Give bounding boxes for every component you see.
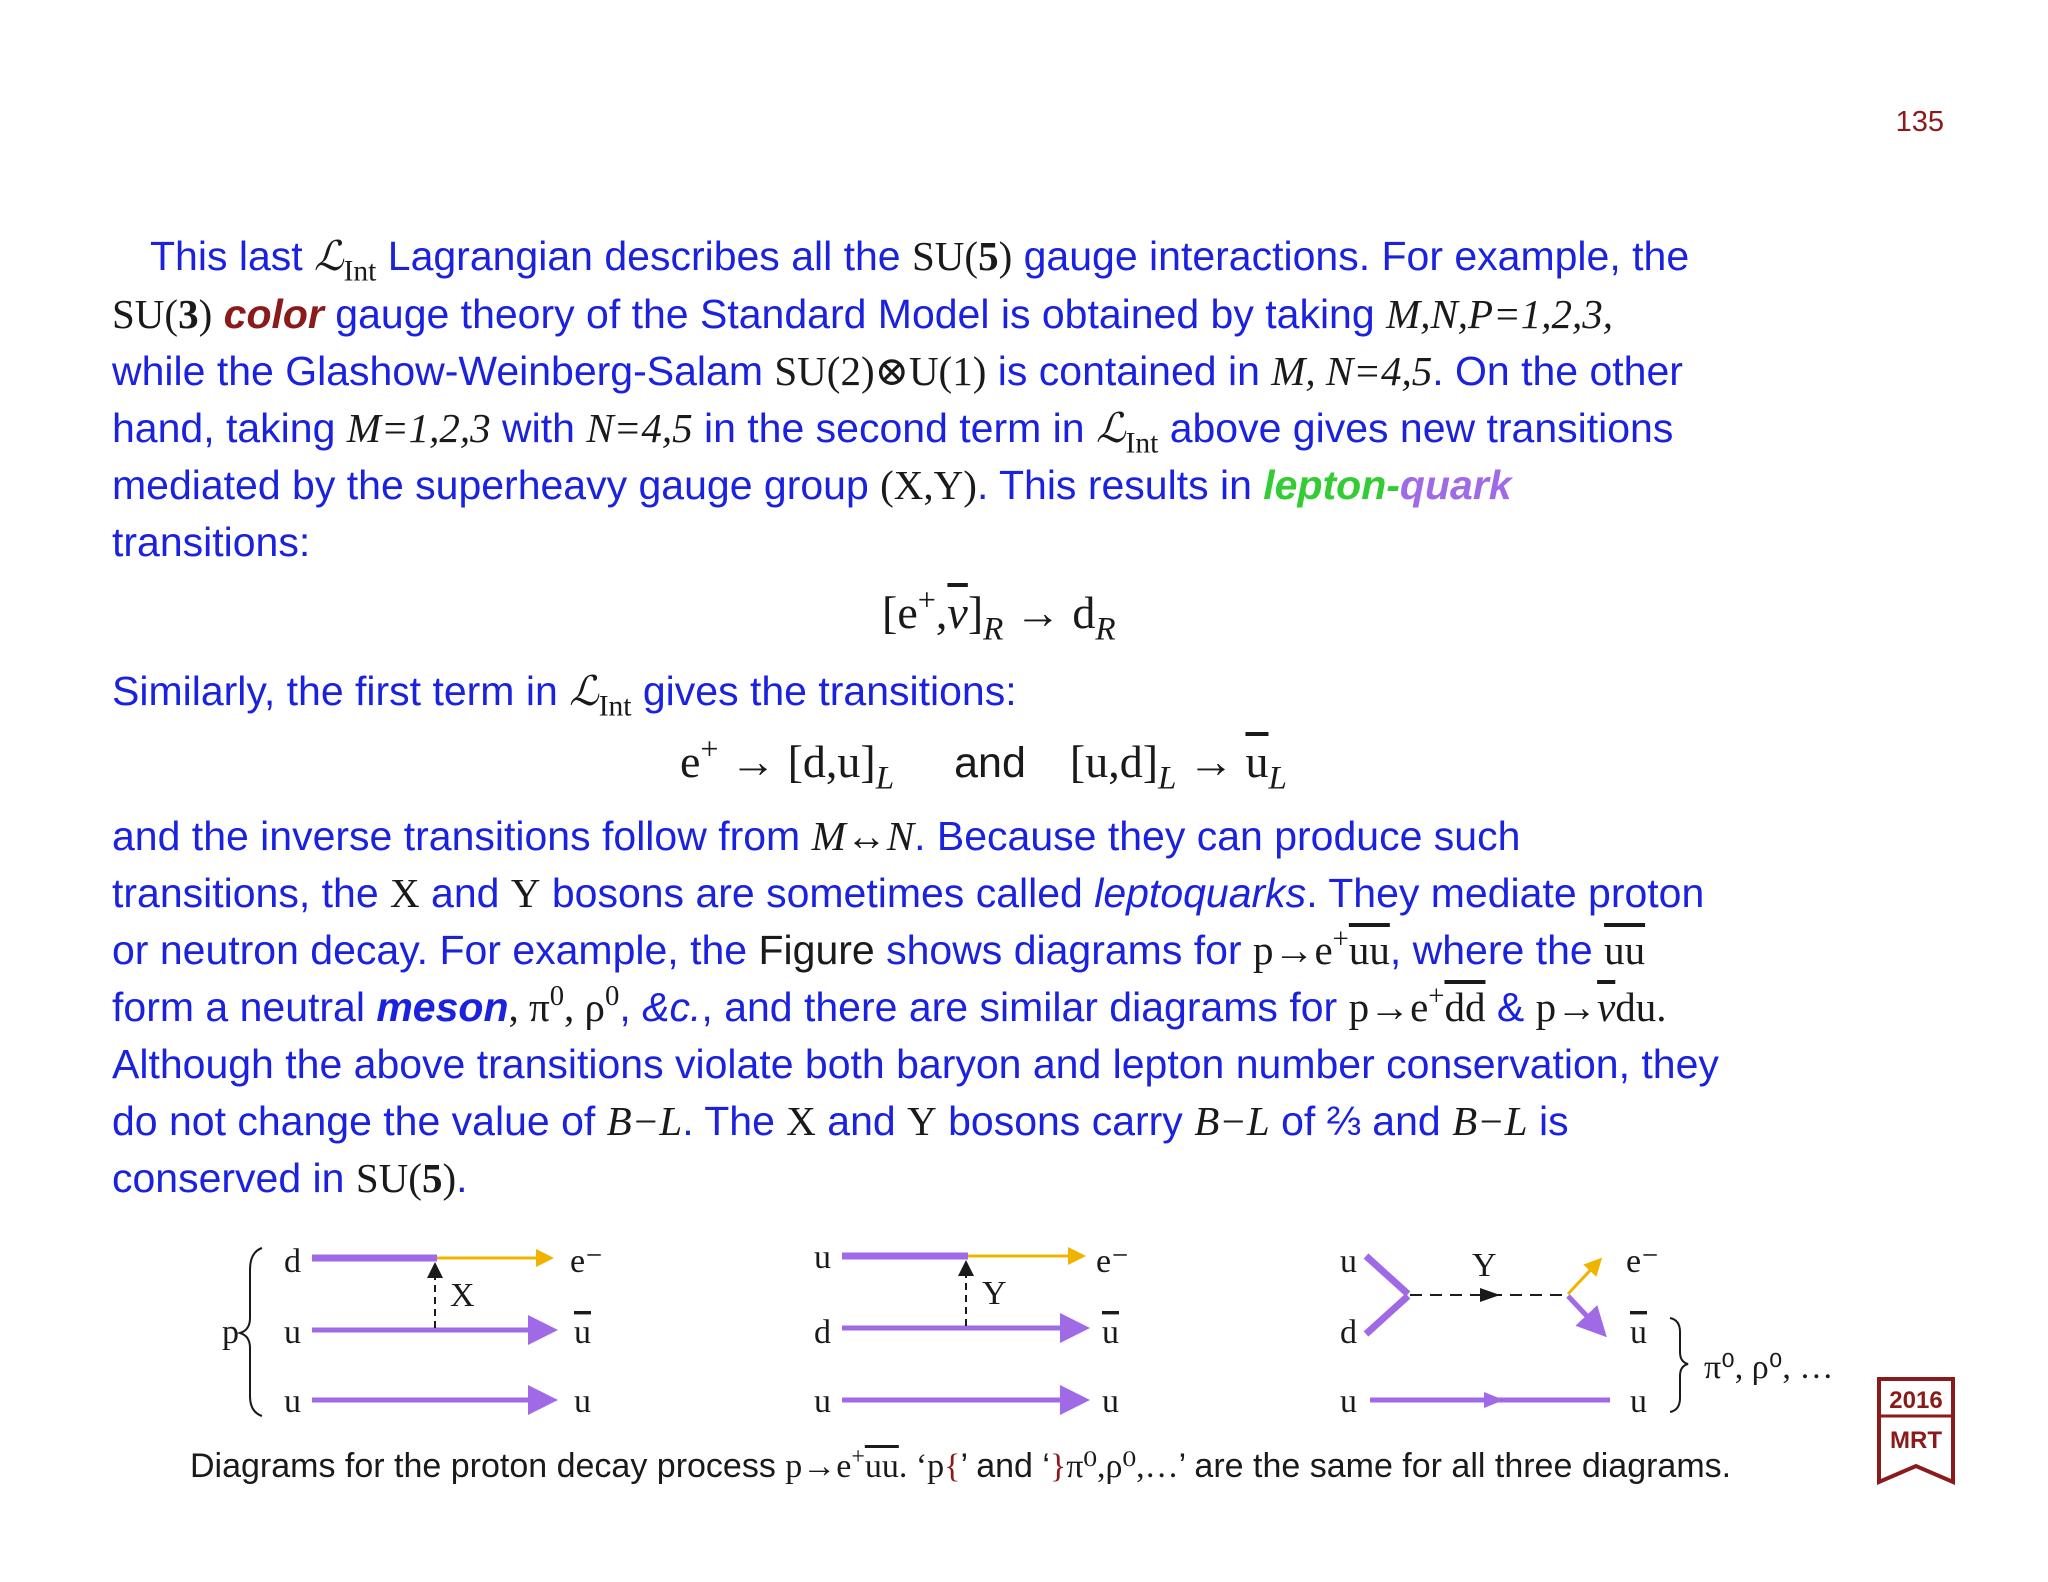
math-bl: B−L (606, 1098, 683, 1144)
boson-y: Y (510, 870, 541, 916)
eq-text: [u,d] (1069, 736, 1159, 787)
quark-label: u (284, 1314, 301, 1351)
group-su3-n: 3 (178, 291, 199, 337)
eq-text: ] (967, 587, 984, 638)
outgoing-label: e⁻ (1626, 1243, 1660, 1280)
math-n: N=4,5 (586, 405, 693, 451)
math-sup: 0 (549, 980, 565, 1013)
math-rho: , ρ (564, 984, 606, 1030)
eq-text: e (680, 736, 701, 787)
text: Although the above transitions violate both baryon and lepton number conservation, they (112, 1041, 1719, 1087)
quark-label: u (1340, 1383, 1357, 1420)
text: gauge interactions. For example, the (1012, 233, 1690, 279)
group-su2u1: SU(2)⊗U(1) (774, 348, 987, 394)
math-uubar: $\overline{uu}$ (1604, 927, 1646, 973)
group-su3: SU( (112, 291, 179, 337)
text: , where the (1389, 927, 1605, 973)
quark-arrow (1484, 1392, 1504, 1408)
outgoing-label: u (1102, 1314, 1119, 1351)
text: and the inverse transitions follow from (112, 813, 812, 859)
eq-ubar: $\overline{u}$ (1245, 736, 1269, 787)
lagrangian-subscript: Int (343, 255, 377, 288)
group-su5-close: ) (442, 1155, 457, 1201)
proton-label: p (222, 1314, 239, 1351)
math-m-n: M↔N (811, 813, 915, 859)
math-ddbar: $\overline{dd}$ (1444, 984, 1486, 1030)
math-sup: 0 (605, 980, 620, 1013)
group-su5: SU( (912, 233, 979, 279)
text: is contained in (986, 348, 1272, 394)
math-mnp: M,N,P=1,2,3, (1386, 291, 1614, 337)
boson-arrow (1480, 1288, 1500, 1302)
caption-brace: } (1049, 1448, 1067, 1485)
outgoing-label: u (1630, 1314, 1647, 1351)
text: , and there are similar diagrams for (701, 984, 1349, 1030)
math-pi: , π (508, 984, 550, 1030)
lepton-term: lepton (1263, 462, 1387, 508)
quark-label: u (284, 1383, 301, 1420)
page-number: 135 (1895, 106, 1944, 138)
eq-sub: R (983, 610, 1004, 648)
lagrangian-symbol: ℒ (314, 233, 344, 279)
outgoing-label: u (1630, 1383, 1647, 1420)
text: . The (682, 1098, 787, 1144)
quark-label: d (1340, 1314, 1357, 1351)
math-bl: B−L (1452, 1098, 1528, 1144)
text: This last (150, 233, 315, 279)
math-decay: p→e (1252, 927, 1333, 973)
lagrangian-subscript: Int (1125, 427, 1159, 460)
meson-brace (1670, 1318, 1688, 1412)
caption-math: π⁰,ρ⁰,… (1066, 1448, 1179, 1485)
caption-text: ’ are the same for all three diagrams. (1178, 1447, 1732, 1485)
text: transitions: (112, 519, 311, 565)
quark-label: u (814, 1383, 831, 1420)
text: of ⅔ and (1269, 1098, 1453, 1144)
eq-text: [e (882, 587, 918, 638)
text: or neutron decay. For example, the (112, 927, 759, 973)
text: conserved in (112, 1155, 356, 1201)
meson-term: meson (376, 984, 509, 1030)
outgoing-label: u (1102, 1383, 1119, 1420)
math-sup: + (1428, 980, 1445, 1013)
caption-math: p→e (785, 1448, 852, 1485)
dash: - (1386, 462, 1400, 508)
quark-label: d (284, 1243, 301, 1280)
outgoing-label: u (574, 1383, 591, 1420)
text: do not change the value of (112, 1098, 607, 1144)
text: Lagrangian describes all the (376, 233, 912, 279)
eq-sup: + (917, 581, 936, 618)
logo-initials: MRT (1890, 1427, 1942, 1454)
meson-label: π⁰, ρ⁰, … (1704, 1349, 1834, 1386)
eq-text: → d (1003, 587, 1096, 638)
text: bosons carry (936, 1098, 1195, 1144)
text: mediated by the superheavy gauge group (112, 462, 881, 508)
text: bosons are sometimes called (540, 870, 1095, 916)
group-xy: (X,Y) (880, 462, 977, 508)
text: . (456, 1155, 468, 1201)
outgoing-label: e⁻ (1096, 1243, 1130, 1280)
caption-sup: + (851, 1443, 865, 1470)
eq-sub: L (1268, 759, 1287, 797)
boson-x: X (786, 1098, 816, 1144)
eq-nubar: $\overline{\nu}$ (947, 587, 968, 638)
text: and (815, 1098, 908, 1144)
math-bl: B−L (1194, 1098, 1270, 1144)
outgoing-label: u (574, 1314, 591, 1351)
diagram-1 (222, 1243, 603, 1420)
quark-line (1366, 1296, 1408, 1334)
etc-term: &c. (642, 984, 702, 1030)
eq-sub: R (1095, 610, 1116, 648)
math-m: M=1,2,3 (346, 405, 491, 451)
eq-text: → (1176, 736, 1246, 787)
text: with (490, 405, 587, 451)
quark-line (1366, 1256, 1408, 1294)
lepton-line (1568, 1262, 1598, 1294)
group-su5-n: 5 (978, 233, 999, 279)
caption-text: . ‘ (898, 1448, 928, 1485)
text: while the Glashow-Weinberg-Salam (112, 348, 775, 394)
quark-line (1568, 1296, 1600, 1330)
text: gives the transitions: (631, 668, 1017, 714)
caption-text: ’ and ‘ (960, 1447, 1050, 1485)
eq-sup: + (700, 730, 719, 767)
text: transitions, the (112, 870, 391, 916)
outgoing-label: e⁻ (570, 1243, 604, 1280)
quark-label: u (814, 1239, 831, 1276)
group-su3-close: ) (198, 291, 213, 337)
boson-label: Y (1472, 1247, 1497, 1284)
group-su5-close: ) (998, 233, 1013, 279)
math-mn: M, N=4,5 (1271, 348, 1433, 394)
caption-brace: { (944, 1448, 961, 1485)
text: gauge theory of the Standard Model is obtained by taking (323, 291, 1387, 337)
math-sup: + (1332, 923, 1349, 956)
boson-y: Y (907, 1098, 937, 1144)
mrt-logo (1876, 1376, 1956, 1486)
logo-year: 2016 (1889, 1387, 1943, 1414)
text: and (419, 870, 511, 916)
quark-label: d (814, 1314, 831, 1351)
boson-label: Y (982, 1275, 1007, 1312)
leptoquarks-term: leptoquarks (1094, 870, 1307, 916)
eq-sub: L (875, 759, 895, 797)
figure-caption (190, 1443, 1732, 1486)
text: Similarly, the first term in (112, 668, 570, 714)
figure-link[interactable]: Figure (758, 927, 875, 973)
diagram-3 (1340, 1243, 1833, 1420)
math-du: du. (1615, 984, 1667, 1030)
text: in the second term in (692, 405, 1096, 451)
caption-uubar: $\overline{uu}$ (864, 1448, 899, 1485)
lagrangian-symbol: ℒ (1095, 405, 1126, 451)
text: . This results in (976, 462, 1264, 508)
text: , (619, 984, 643, 1030)
text: . On the other (1432, 348, 1683, 394)
text: . Because they can produce such (914, 813, 1521, 859)
eq-text: , (935, 587, 948, 638)
eq-sub: L (1158, 759, 1177, 797)
text: shows diagrams for (874, 927, 1253, 973)
caption-math: p (927, 1448, 945, 1485)
quark-label: u (1340, 1243, 1357, 1280)
math-nubar: $\overline{\nu}$ (1597, 984, 1616, 1030)
diagram-2 (814, 1239, 1129, 1420)
proton-brace (240, 1248, 262, 1416)
text: form a neutral (112, 984, 377, 1030)
math-uubar: $\overline{uu}$ (1348, 927, 1390, 973)
text: is (1527, 1098, 1569, 1144)
math-decay: p→ (1535, 984, 1598, 1030)
eq-and: and (954, 739, 1026, 787)
group-su5-n: 5 (421, 1155, 443, 1201)
lagrangian-subscript: Int (598, 690, 632, 723)
eq-text: → [d,u] (718, 736, 876, 787)
group-su5: SU( (355, 1155, 422, 1201)
color-term: color (223, 291, 324, 337)
text: hand, taking (112, 405, 347, 451)
boson-x: X (390, 870, 420, 916)
boson-label: X (450, 1277, 475, 1314)
text: . They mediate proton (1306, 870, 1705, 916)
math-decay: p→e (1348, 984, 1429, 1030)
quark-term: quark (1399, 462, 1512, 508)
lagrangian-symbol: ℒ (569, 668, 599, 714)
text: above gives new transitions (1158, 405, 1674, 451)
text: & (1485, 984, 1536, 1030)
caption-text: Diagrams for the proton decay process (190, 1447, 786, 1485)
